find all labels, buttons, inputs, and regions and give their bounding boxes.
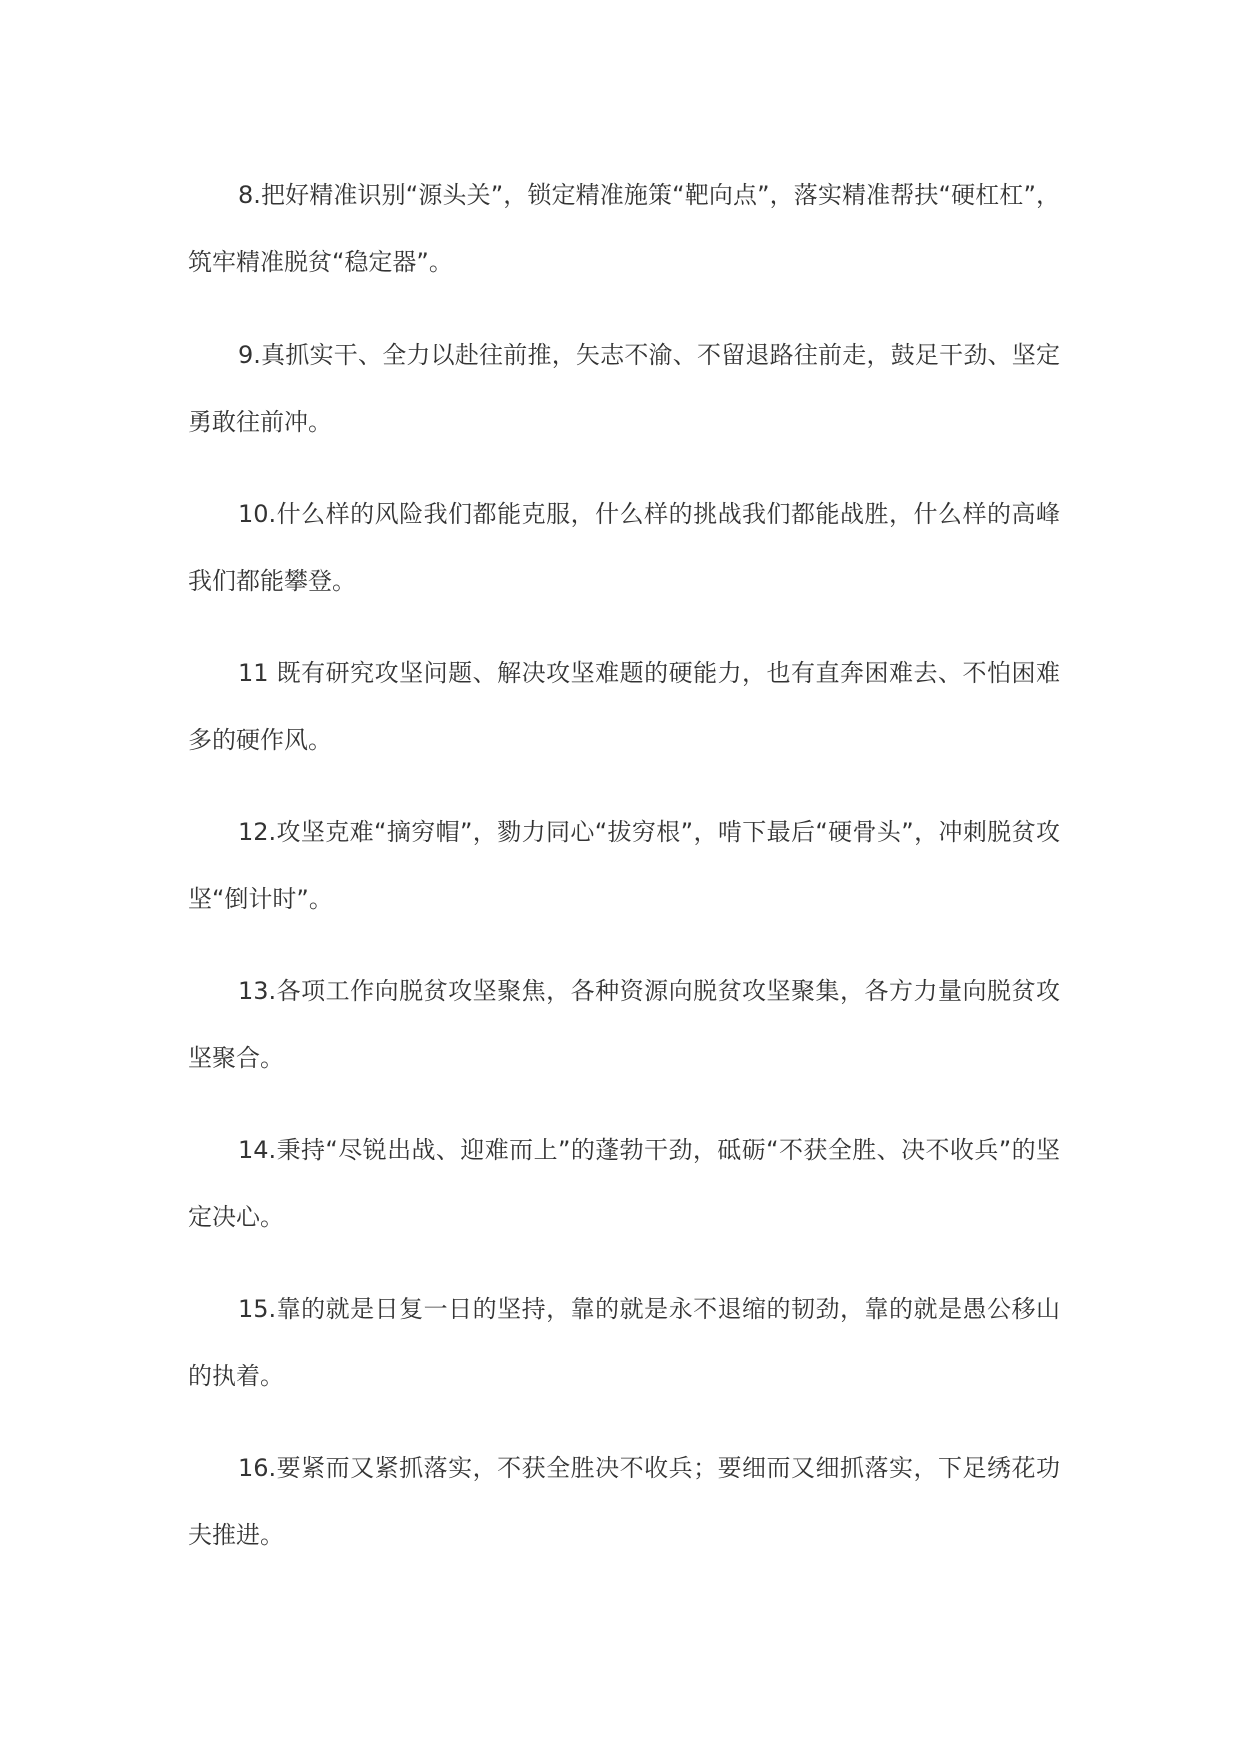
paragraph-11: 11 既有研究攻坚问题、解决攻坚难题的硬能力，也有直奔困难去、不怕困难多的硬作风。 bbox=[188, 659, 1060, 754]
paragraph-8: 8.把好精准识别“源头关”，锁定精准施策“靶向点”，落实精准帮扶“硬杠杠”，筑牢精准脱贫“稳定器”。 bbox=[188, 181, 1060, 276]
paragraph-12: 12.攻坚克难“摘穷帽”，勠力同心“拔穷根”，啃下最后“硬骨头”，冲刺脱贫攻坚“倒计时”。 bbox=[188, 818, 1060, 913]
paragraph-15: 15.靠的就是日复一日的坚持，靠的就是永不退缩的韧劲，靠的就是愚公移山的执着。 bbox=[188, 1295, 1060, 1390]
paragraph-16: 16.要紧而又紧抓落实，不获全胜决不收兵；要细而又细抓落实，下足绣花功夫推进。 bbox=[188, 1454, 1060, 1549]
paragraph-9: 9.真抓实干、全力以赴往前推，矢志不渝、不留退路往前走，鼓足干劲、坚定勇敢往前冲。 bbox=[188, 341, 1060, 436]
paragraph-10: 10.什么样的风险我们都能克服，什么样的挑战我们都能战胜，什么样的高峰我们都能攀登。 bbox=[188, 500, 1060, 595]
paragraph-13: 13.各项工作向脱贫攻坚聚焦，各种资源向脱贫攻坚聚集，各方力量向脱贫攻坚聚合。 bbox=[188, 977, 1060, 1072]
paragraph-14: 14.秉持“尽锐出战、迎难而上”的蓬勃干劲，砥砺“不获全胜、决不收兵”的坚定决心。 bbox=[188, 1136, 1060, 1231]
